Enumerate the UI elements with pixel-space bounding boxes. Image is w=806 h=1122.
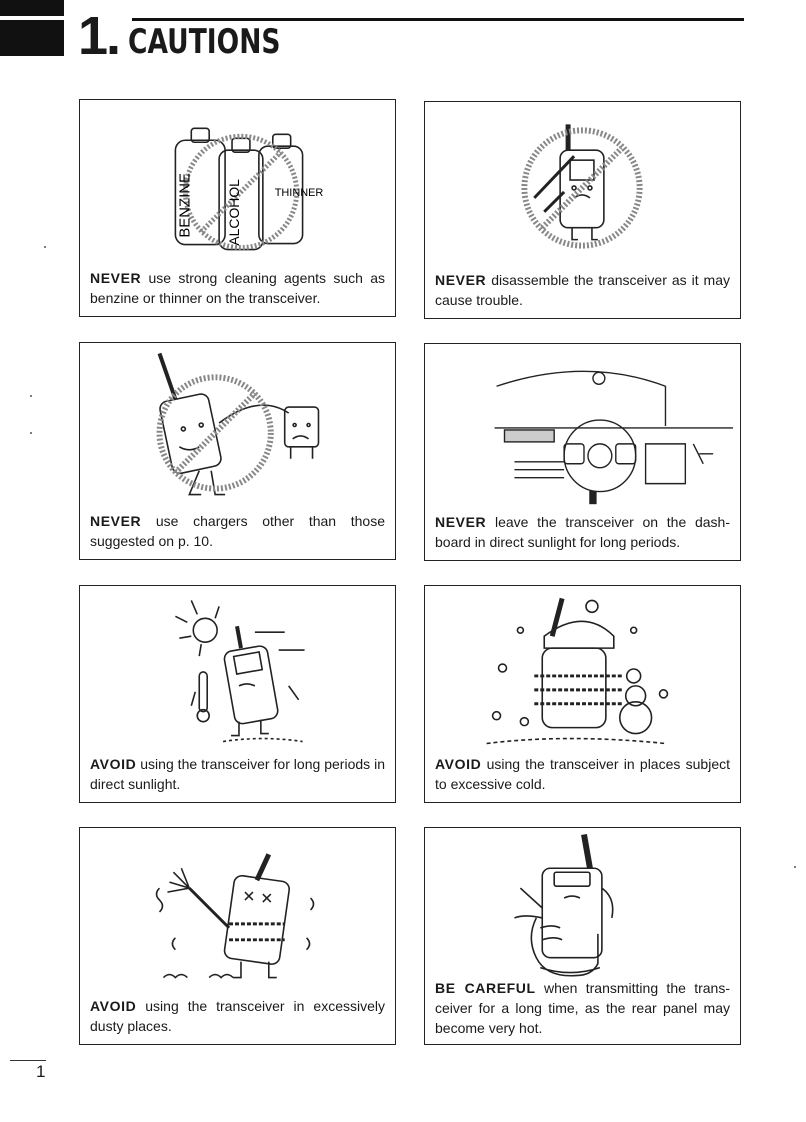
- page-title: CAUTIONS: [128, 22, 281, 62]
- section-marker: [0, 0, 64, 56]
- section-number: 1.: [78, 6, 120, 66]
- page-number-rule: [10, 1060, 46, 1061]
- card-caption: [435, 270, 730, 310]
- caution-card-hot-panel: [424, 827, 741, 1045]
- hot-panel-illustration: [425, 828, 740, 990]
- caution-lead: NEVER: [90, 513, 142, 529]
- caution-text: disassemble the transceiver as it may cause trouble.: [435, 272, 730, 308]
- caution-card-disassemble: [424, 101, 741, 319]
- bottle-label-benzine: BENZINE: [177, 173, 194, 238]
- caution-text: use chargers other than those suggested on p. 10.: [90, 513, 385, 549]
- caution-card-sunlight: [79, 585, 396, 803]
- cleaning-bottles-illustration: [80, 100, 395, 262]
- card-caption: [90, 268, 385, 308]
- disassembly-illustration: [425, 102, 740, 264]
- caution-text: use strong cleaning agents such as benzine or thinner on the transceiver.: [90, 270, 385, 306]
- card-caption: [90, 511, 385, 551]
- card-caption: [435, 512, 730, 552]
- caution-card-dust: [79, 827, 396, 1045]
- caution-text: using the transceiver in excessively dusty places.: [90, 998, 385, 1034]
- caution-card-dashboard: [424, 343, 741, 561]
- bottle-label-thinner: THINNER: [274, 186, 324, 199]
- card-caption: [435, 754, 730, 794]
- caution-lead: NEVER: [435, 514, 487, 530]
- sunlight-illustration: [80, 586, 395, 748]
- caution-text: using the transceiver in places subject to excessive cold.: [435, 756, 730, 792]
- page-number: 1: [36, 1062, 46, 1081]
- caution-card-cleaning-agents: [79, 99, 396, 317]
- title-rule: [132, 18, 744, 21]
- caution-lead: NEVER: [90, 270, 142, 286]
- card-caption: [90, 996, 385, 1036]
- caution-card-cold: [424, 585, 741, 803]
- caution-text: when transmitting the trans-ceiver for a long time, as the rear panel may become very hot.: [435, 980, 730, 1036]
- caution-text: using the transceiver for long periods in direct sunlight.: [90, 756, 385, 792]
- caution-lead: NEVER: [435, 272, 487, 288]
- caution-text: leave the transceiver on the dash-board in direct sunlight for long periods.: [435, 514, 730, 550]
- cold-illustration: [425, 586, 740, 748]
- caution-card-chargers: [79, 342, 396, 560]
- card-caption: [90, 754, 385, 794]
- caution-lead: BE CAREFUL: [435, 980, 536, 996]
- card-caption: [435, 978, 730, 1038]
- charger-illustration: [80, 343, 395, 505]
- caution-lead: AVOID: [90, 998, 137, 1014]
- caution-lead: AVOID: [90, 756, 137, 772]
- dashboard-illustration: [425, 344, 740, 506]
- dust-illustration: [80, 828, 395, 990]
- caution-lead: AVOID: [435, 756, 482, 772]
- bottle-label-alcohol: ALCOHOL: [225, 179, 242, 246]
